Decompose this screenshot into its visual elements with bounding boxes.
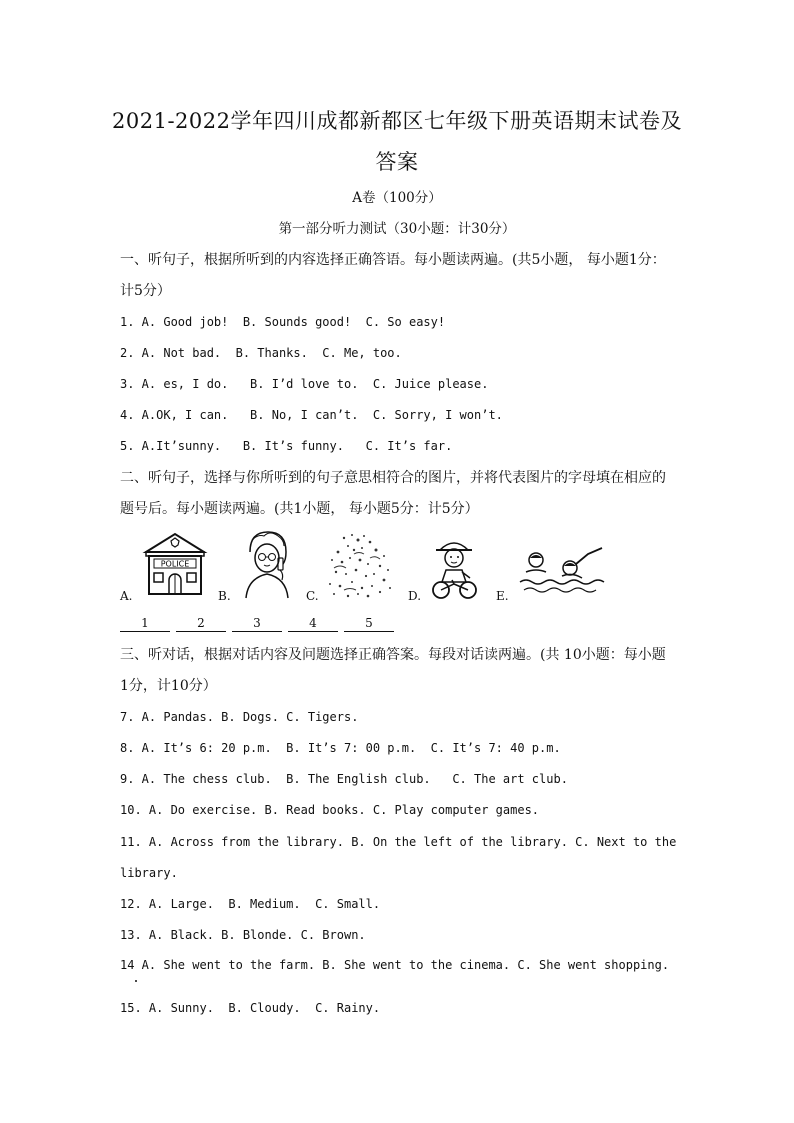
swimmers-picture	[518, 546, 606, 596]
question-1: 1. A. Good job! B. Sounds good! C. So easy!	[120, 315, 446, 329]
snowy-scene-picture	[324, 530, 396, 600]
section1-instruction: 一、听句子，根据所听到的内容选择正确答语。每小题读两遍。(共5小题， 每小题1分：	[120, 252, 666, 268]
answer-blank-5[interactable]: 5	[344, 615, 394, 632]
question-4: 4. A.OK, I can. B. No, I can’t. C. Sorry, I won’t.	[120, 408, 503, 422]
boy-on-bike-picture	[428, 536, 480, 602]
picture-label-d: D.	[408, 589, 422, 603]
section2-instruction-cont: 题号后。每小题读两遍。(共1小题， 每小题5分：计5分）	[120, 501, 479, 517]
picture-label-b: B.	[218, 589, 231, 603]
stray-dot	[135, 980, 137, 982]
picture-label-e: E.	[496, 589, 509, 603]
police-station-picture	[140, 528, 210, 598]
question-14: 14 A. She went to the farm. B. She went to the cinema. C. She went shopping.	[120, 958, 670, 972]
picture-label-a: A.	[120, 589, 133, 603]
exam-title-line1: 2021-2022学年四川成都新都区七年级下册英语期末试卷及	[112, 109, 682, 133]
paper-a-label: A卷（100分）	[352, 190, 442, 206]
answer-blank-2[interactable]: 2	[176, 615, 226, 632]
answer-blank-1[interactable]: 1	[120, 615, 170, 632]
girl-on-phone-picture	[238, 528, 296, 600]
section3-instruction: 三、听对话，根据对话内容及问题选择正确答案。每段对话读两遍。(共 10小题：每小题	[120, 647, 666, 663]
question-7: 7. A. Pandas. B. Dogs. C. Tigers.	[120, 710, 359, 724]
question-8: 8. A. It’s 6: 20 p.m. B. It’s 7: 00 p.m. C. It’s 7: 40 p.m.	[120, 741, 561, 755]
section1-instruction-cont: 计5分）	[120, 283, 171, 299]
picture-label-c: C.	[306, 589, 319, 603]
answer-blank-4[interactable]: 4	[288, 615, 338, 632]
question-2: 2. A. Not bad. B. Thanks. C. Me, too.	[120, 346, 402, 360]
answer-blank-3[interactable]: 3	[232, 615, 282, 632]
question-13: 13. A. Black. B. Blonde. C. Brown.	[120, 928, 366, 942]
question-12: 12. A. Large. B. Medium. C. Small.	[120, 897, 381, 911]
exam-title-line2: 答案	[375, 150, 419, 174]
question-10: 10. A. Do exercise. B. Read books. C. Play computer games.	[120, 803, 540, 817]
question-3: 3. A. es, I do. B. I’d love to. C. Juice please.	[120, 377, 489, 391]
question-5: 5. A.It’sunny. B. It’s funny. C. It’s far.	[120, 439, 453, 453]
question-11-cont: library.	[120, 866, 178, 880]
police-sign-text: POLICE	[160, 559, 190, 569]
part1-heading: 第一部分听力测试（30小题：计30分）	[278, 221, 516, 237]
section3-instruction-cont: 1分，计10分）	[120, 678, 217, 694]
question-11: 11. A. Across from the library. B. On the left of the library. C. Next to the	[120, 835, 677, 849]
question-15: 15. A. Sunny. B. Cloudy. C. Rainy.	[120, 1001, 381, 1015]
question-9: 9. A. The chess club. B. The English club. C. The art club.	[120, 772, 568, 786]
section2-instruction: 二、听句子，选择与你所听到的句子意思相符合的图片，并将代表图片的字母填在相应的	[120, 470, 666, 486]
